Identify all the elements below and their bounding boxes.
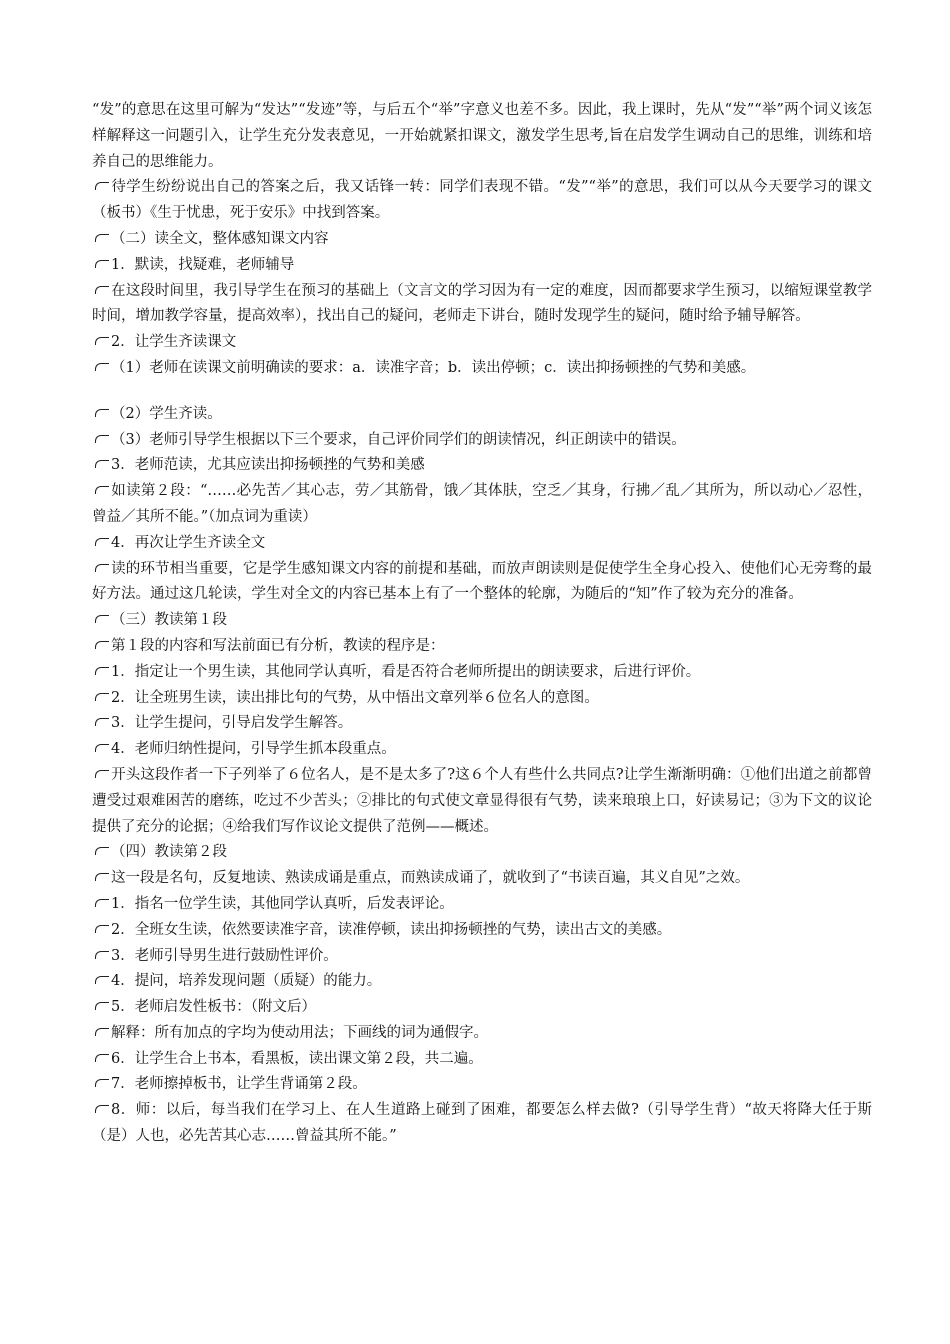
paragraph-mark-icon [95,460,109,468]
paragraph-mark-icon [95,260,109,268]
paragraph-mark-icon [95,363,109,371]
paragraph: 这一段是名句，反复地读、熟读成诵是重点，而熟读成诵了，就收到了“书读百遍，其义自见”之效。 [92,866,872,892]
paragraph-mark-icon [95,641,109,649]
list-item: 7．老师擦掉板书，让学生背诵第２段。 [92,1072,872,1098]
paragraph-mark-icon [95,770,109,778]
paragraph-mark-icon [95,976,109,984]
paragraph-mark-icon [95,1105,109,1113]
paragraph-mark-icon [95,1054,109,1062]
paragraph-mark-icon [95,234,109,242]
list-item: 8．师：以后，每当我们在学习上、在人生道路上碰到了困难，都要怎么样去做?（引导学生背）“故天将降大任于斯（是）人也，必先苦其心志……曾益其所不能。” [92,1102,872,1145]
paragraph-mark-icon [95,564,109,572]
list-item: 4．老师归纳性提问，引导学生抓本段重点。 [92,737,872,763]
paragraph-mark-icon [95,873,109,881]
paragraph-mark-icon [95,744,109,752]
paragraph-mark-icon [95,435,109,443]
list-item: 1．指定让一个男生读，其他同学认真听，看是否符合老师所提出的朗读要求，后进行评价。 [92,660,872,686]
list-item: 3．老师范读，尤其应读出抑扬顿挫的气势和美感 [92,453,872,479]
paragraph-mark-icon [95,925,109,933]
paragraph-intro-continued: “发”的意思在这里可解为“发达”“发迹”等，与后五个“举”字意义也差不多。因此，我上课时，先从“发”“举”两个词义该怎样解释这一问题引入，让学生充分发表意见，一开始就紧扣课文，激发学生思考,旨在启发学生调动自己的思维，训练和培养自己的思维能力。 [92,102,872,170]
document-body [92,98,872,1150]
paragraph-mark-icon [95,182,109,190]
section-heading-4: （四）教读第２段 [92,840,872,866]
paragraph-mark-icon [95,337,109,345]
list-item: 2．让学生齐读课文 [92,330,872,356]
list-item: 2．让全班男生读，读出排比句的气势，从中悟出文章列举６位名人的意图。 [92,686,872,712]
list-item: 4．再次让学生齐读全文 [92,531,872,557]
paragraph-mark-icon [95,693,109,701]
list-item: 3．老师引导男生进行鼓励性评价。 [92,944,872,970]
list-item: 5．老师启发性板书：（附文后） [92,995,872,1021]
list-item: 3．让学生提问，引导启发学生解答。 [92,711,872,737]
list-item: （2）学生齐读。 [92,402,872,428]
paragraph-mark-icon [95,486,109,494]
list-item: 2．全班女生读，依然要读准字音，读准停顿，读出抑扬顿挫的气势，读出古文的美感。 [92,918,872,944]
paragraph: 解释：所有加点的字均为使动用法；下画线的词为通假字。 [92,1021,872,1047]
paragraph-mark-icon [95,951,109,959]
paragraph: 第１段的内容和写法前面已有分析，教读的程序是： [92,634,872,660]
paragraph: 开头这段作者一下子列举了６位名人，是不是太多了?这６个人有些什么共同点?让学生渐渐明确：①他们出道之前都曾遭受过艰难困苦的磨练，吃过不少苦头；②排比的句式使文章显得很有气势，读来琅琅上口，好读易记；③为下文的议论提供了充分的论据；④给我们写作议论文提供了范例——概述。 [92,766,872,835]
paragraph-mark-icon [95,409,109,417]
blank-line [92,382,872,402]
paragraph: 待学生纷纷说出自己的答案之后，我又话锋一转：同学们表现不错。“发”“举”的意思，我们可以从今天要学习的课文（板书）《生于忧患，死于安乐》中找到答案。 [92,179,872,222]
list-item: （1）老师在读课文前明确读的要求：a．读准字音；b．读出停顿；c．读出抑扬顿挫的气势和美感。 [92,356,872,382]
paragraph-mark-icon [95,286,109,294]
list-item: （3）老师引导学生根据以下三个要求，自己评价同学们的朗读情况，纠正朗读中的错误。 [92,428,872,454]
paragraph-mark-icon [95,847,109,855]
paragraph-mark-icon [95,899,109,907]
paragraph-mark-icon [95,615,109,623]
section-heading-2: （二）读全文，整体感知课文内容 [92,227,872,253]
paragraph-mark-icon [95,718,109,726]
paragraph-mark-icon [95,1002,109,1010]
list-item: 4．提问，培养发现问题（质疑）的能力。 [92,969,872,995]
list-item: 1．默读，找疑难，老师辅导 [92,253,872,279]
paragraph-mark-icon [95,1079,109,1087]
section-heading-3: （三）教读第１段 [92,608,872,634]
list-item: 6．让学生合上书本，看黑板，读出课文第２段，共二遍。 [92,1047,872,1073]
paragraph-quote: 如读第２段：“……必先苦／其心志，劳／其筋骨，饿／其体肤，空乏／其身，行拂／乱／其所为，所以动心／忍性，曾益／其所不能。”（加点词为重读） [92,483,872,525]
paragraph-mark-icon [95,538,109,546]
paragraph-mark-icon [95,667,109,675]
paragraph: 读的环节相当重要，它是学生感知课文内容的前提和基础，而放声朗读则是促使学生全身心投入、使他们心无旁骛的最好方法。通过这几轮读，学生对全文的内容已基本上有了一个整体的轮廓，为随后的“知”作了较为充分的准备。 [92,560,872,603]
paragraph: 在这段时间里，我引导学生在预习的基础上（文言文的学习因为有一定的难度，因而都要求学生预习，以缩短课堂教学时间，增加教学容量，提高效率），找出自己的疑问，老师走下讲台，随时发现学生的疑问，随时给予辅导解答。 [92,282,872,325]
list-item: 1．指名一位学生读，其他同学认真听，后发表评论。 [92,892,872,918]
paragraph-mark-icon [95,1028,109,1036]
